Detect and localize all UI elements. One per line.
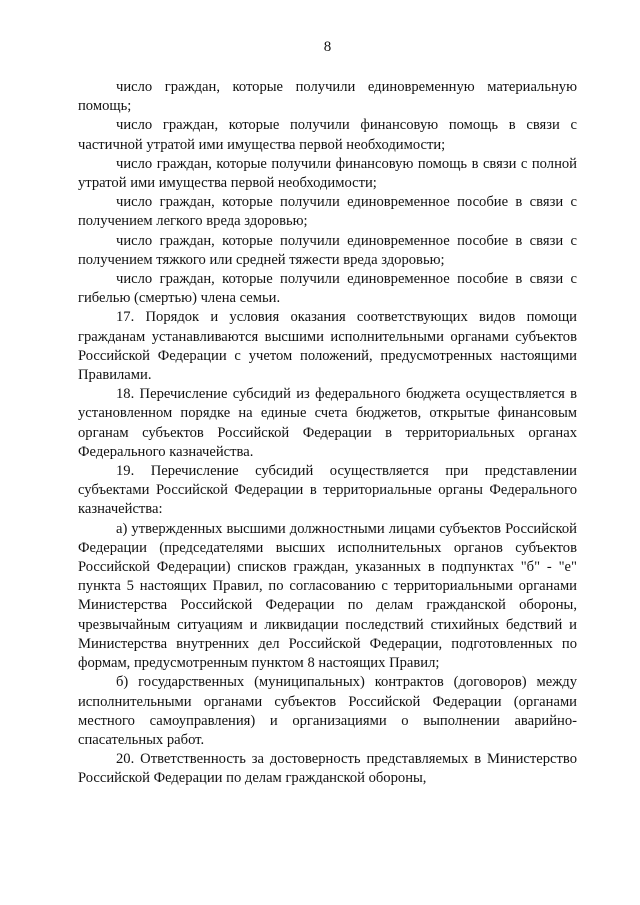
paragraph-clause-18: 18. Перечисление субсидий из федерального бюджета осуществляется в установленном порядке на единые счета бюджетов, открытые финансовым органам субъектов Российской Федерации в территориальных органах Федерального казначейства. xyxy=(78,386,577,460)
paragraph-clause-20: 20. Ответственность за достоверность представляемых в Министерство Российской Федерации по делам гражданской обороны, xyxy=(78,751,577,787)
paragraph-clause-19: 19. Перечисление субсидий осуществляется при представлении субъектами Российской Федерации в территориальные органы Федерального казначейства: xyxy=(78,463,577,518)
document-body xyxy=(78,78,577,789)
paragraph-clause-19-a: а) утвержденных высшими должностными лицами субъектов Российской Федерации (председателями высших исполнительных органов субъектов Российской Федерации) списков граждан, указанных в подпунктах "б" - "е" пункта 5 настоящих Правил, по согласованию с территориальными органами Министерства Российской Федерации по делам гражданской обороны, чрезвычайным ситуациям и ликвидации последствий стихийных бедствий и Министерства внутренних дел Российской Федерации, подготовленных по формам, предусмотренным пунктом 8 настоящих Правил; xyxy=(78,520,577,672)
paragraph-clause-17: 17. Порядок и условия оказания соответствующих видов помощи гражданам устанавливаются высшими исполнительными органами субъектов Российской Федерации с учетом положений, предусмотренных настоящими Правилами. xyxy=(78,309,577,384)
page-number: 8 xyxy=(323,39,332,55)
paragraph-count-partial-loss: число граждан, которые получили финансовую помощь в связи с частичной утратой ими имущества первой необходимости; xyxy=(78,117,577,153)
paragraph-count-light-harm: число граждан, которые получили единовременное пособие в связи с получением легкого вреда здоровью; xyxy=(78,194,577,230)
paragraph-count-full-loss: число граждан, которые получили финансовую помощь в связи с полной утратой ими имущества первой необходимости; xyxy=(78,155,577,192)
paragraph-count-severe-harm: число граждан, которые получили единовременное пособие в связи с получением тяжкого или средней тяжести вреда здоровью; xyxy=(78,232,577,268)
paragraph-count-death: число граждан, которые получили единовременное пособие в связи с гибелью (смертью) члена семьи. xyxy=(78,271,577,307)
paragraph-clause-19-b: б) государственных (муниципальных) контрактов (договоров) между исполнительными органами субъектов Российской Федерации (органами местного самоуправления) и организациями о выполнении аварийно-спасательных работ. xyxy=(78,674,577,748)
paragraph-count-material-aid: число граждан, которые получили единовременную материальную помощь; xyxy=(78,79,577,115)
